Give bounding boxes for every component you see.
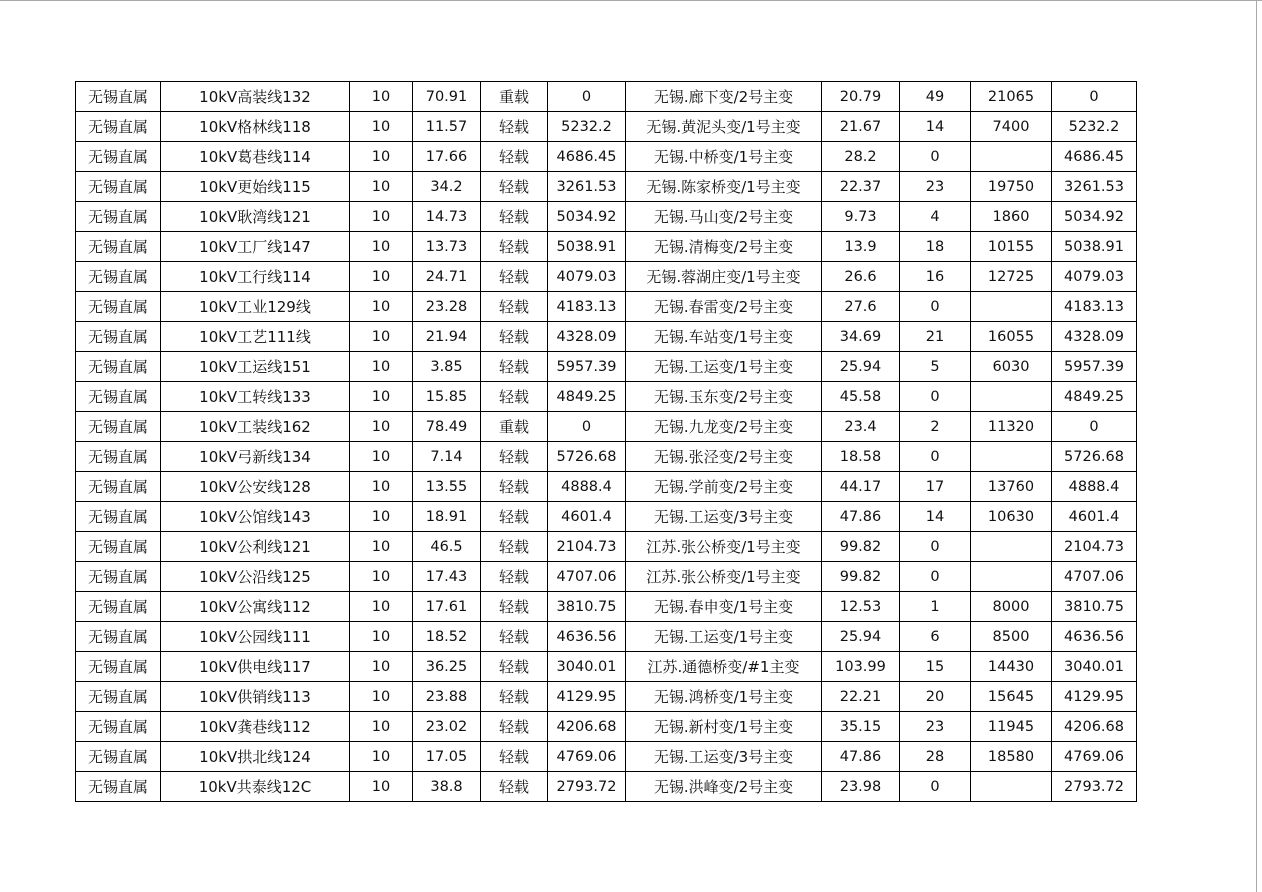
remaining-capacity-cell: 4769.06 — [1052, 742, 1137, 772]
installed-capacity-cell: 10630 — [971, 502, 1052, 532]
table-row — [76, 502, 1137, 532]
available-capacity-cell: 4183.13 — [548, 292, 626, 322]
remaining-capacity-cell: 5038.91 — [1052, 232, 1137, 262]
available-capacity-cell: 4206.68 — [548, 712, 626, 742]
user-count-cell: 23 — [900, 712, 971, 742]
table-row — [76, 232, 1137, 262]
transformer-load-rate-cell: 25.94 — [822, 352, 900, 382]
table-row — [76, 652, 1137, 682]
transformer-load-rate-cell: 26.6 — [822, 262, 900, 292]
installed-capacity-cell: 10155 — [971, 232, 1052, 262]
remaining-capacity-cell: 4888.4 — [1052, 472, 1137, 502]
page-right-border — [1256, 0, 1257, 892]
load-status-cell: 轻载 — [481, 172, 548, 202]
load-rate-cell: 23.88 — [413, 682, 481, 712]
feeder-load-table — [75, 81, 1137, 802]
main-transformer-cell: 无锡.工运变/1号主变 — [626, 352, 822, 382]
remaining-capacity-cell: 5232.2 — [1052, 112, 1137, 142]
voltage-cell: 10 — [350, 142, 413, 172]
voltage-cell: 10 — [350, 532, 413, 562]
remaining-capacity-cell: 4686.45 — [1052, 142, 1137, 172]
main-transformer-cell: 无锡.陈家桥变/1号主变 — [626, 172, 822, 202]
load-rate-cell: 13.55 — [413, 472, 481, 502]
main-transformer-cell: 无锡.工运变/3号主变 — [626, 742, 822, 772]
transformer-load-rate-cell: 13.9 — [822, 232, 900, 262]
available-capacity-cell: 5232.2 — [548, 112, 626, 142]
remaining-capacity-cell: 0 — [1052, 412, 1137, 442]
transformer-load-rate-cell: 99.82 — [822, 532, 900, 562]
user-count-cell: 0 — [900, 562, 971, 592]
user-count-cell: 20 — [900, 682, 971, 712]
installed-capacity-cell: 6030 — [971, 352, 1052, 382]
load-rate-cell: 17.66 — [413, 142, 481, 172]
installed-capacity-cell — [971, 562, 1052, 592]
installed-capacity-cell — [971, 292, 1052, 322]
line-name-cell: 10kV格林线118 — [161, 112, 350, 142]
voltage-cell: 10 — [350, 292, 413, 322]
load-status-cell: 轻载 — [481, 562, 548, 592]
unit-cell: 无锡直属 — [76, 172, 161, 202]
installed-capacity-cell: 1860 — [971, 202, 1052, 232]
table-row — [76, 742, 1137, 772]
remaining-capacity-cell: 3261.53 — [1052, 172, 1137, 202]
unit-cell: 无锡直属 — [76, 682, 161, 712]
voltage-cell: 10 — [350, 562, 413, 592]
load-rate-cell: 7.14 — [413, 442, 481, 472]
page-top-border — [0, 0, 1262, 1]
unit-cell: 无锡直属 — [76, 352, 161, 382]
load-rate-cell: 17.61 — [413, 592, 481, 622]
remaining-capacity-cell: 3810.75 — [1052, 592, 1137, 622]
table-row — [76, 142, 1137, 172]
load-status-cell: 轻载 — [481, 772, 548, 802]
load-rate-cell: 46.5 — [413, 532, 481, 562]
main-transformer-cell: 无锡.玉东变/2号主变 — [626, 382, 822, 412]
installed-capacity-cell: 14430 — [971, 652, 1052, 682]
table-row — [76, 772, 1137, 802]
available-capacity-cell: 4601.4 — [548, 502, 626, 532]
table-row — [76, 442, 1137, 472]
voltage-cell: 10 — [350, 172, 413, 202]
user-count-cell: 17 — [900, 472, 971, 502]
transformer-load-rate-cell: 99.82 — [822, 562, 900, 592]
user-count-cell: 28 — [900, 742, 971, 772]
available-capacity-cell: 3261.53 — [548, 172, 626, 202]
load-rate-cell: 36.25 — [413, 652, 481, 682]
load-rate-cell: 3.85 — [413, 352, 481, 382]
installed-capacity-cell — [971, 382, 1052, 412]
unit-cell: 无锡直属 — [76, 532, 161, 562]
unit-cell: 无锡直属 — [76, 202, 161, 232]
unit-cell: 无锡直属 — [76, 292, 161, 322]
available-capacity-cell: 5038.91 — [548, 232, 626, 262]
transformer-load-rate-cell: 28.2 — [822, 142, 900, 172]
available-capacity-cell: 2104.73 — [548, 532, 626, 562]
voltage-cell: 10 — [350, 112, 413, 142]
main-transformer-cell: 无锡.车站变/1号主变 — [626, 322, 822, 352]
voltage-cell: 10 — [350, 202, 413, 232]
voltage-cell: 10 — [350, 412, 413, 442]
transformer-load-rate-cell: 22.21 — [822, 682, 900, 712]
unit-cell: 无锡直属 — [76, 112, 161, 142]
load-rate-cell: 21.94 — [413, 322, 481, 352]
voltage-cell: 10 — [350, 472, 413, 502]
line-name-cell: 10kV公安线128 — [161, 472, 350, 502]
transformer-load-rate-cell: 23.98 — [822, 772, 900, 802]
available-capacity-cell: 4686.45 — [548, 142, 626, 172]
load-rate-cell: 38.8 — [413, 772, 481, 802]
main-transformer-cell: 无锡.新村变/1号主变 — [626, 712, 822, 742]
table-row — [76, 172, 1137, 202]
unit-cell: 无锡直属 — [76, 382, 161, 412]
line-name-cell: 10kV高装线132 — [161, 82, 350, 112]
unit-cell: 无锡直属 — [76, 412, 161, 442]
table-row — [76, 622, 1137, 652]
load-status-cell: 轻载 — [481, 712, 548, 742]
line-name-cell: 10kV耿湾线121 — [161, 202, 350, 232]
load-rate-cell: 78.49 — [413, 412, 481, 442]
main-transformer-cell: 无锡.张泾变/2号主变 — [626, 442, 822, 472]
unit-cell: 无锡直属 — [76, 502, 161, 532]
remaining-capacity-cell: 5726.68 — [1052, 442, 1137, 472]
unit-cell: 无锡直属 — [76, 442, 161, 472]
line-name-cell: 10kV共泰线12C — [161, 772, 350, 802]
load-status-cell: 轻载 — [481, 322, 548, 352]
voltage-cell: 10 — [350, 652, 413, 682]
transformer-load-rate-cell: 21.67 — [822, 112, 900, 142]
voltage-cell: 10 — [350, 382, 413, 412]
table-row — [76, 562, 1137, 592]
installed-capacity-cell: 15645 — [971, 682, 1052, 712]
voltage-cell: 10 — [350, 232, 413, 262]
load-status-cell: 轻载 — [481, 442, 548, 472]
remaining-capacity-cell: 4206.68 — [1052, 712, 1137, 742]
transformer-load-rate-cell: 27.6 — [822, 292, 900, 322]
unit-cell: 无锡直属 — [76, 322, 161, 352]
remaining-capacity-cell: 4183.13 — [1052, 292, 1137, 322]
voltage-cell: 10 — [350, 712, 413, 742]
available-capacity-cell: 5034.92 — [548, 202, 626, 232]
user-count-cell: 49 — [900, 82, 971, 112]
installed-capacity-cell — [971, 442, 1052, 472]
remaining-capacity-cell: 4129.95 — [1052, 682, 1137, 712]
user-count-cell: 16 — [900, 262, 971, 292]
user-count-cell: 2 — [900, 412, 971, 442]
user-count-cell: 15 — [900, 652, 971, 682]
load-rate-cell: 11.57 — [413, 112, 481, 142]
load-status-cell: 轻载 — [481, 532, 548, 562]
load-status-cell: 轻载 — [481, 622, 548, 652]
main-transformer-cell: 无锡.鸿桥变/1号主变 — [626, 682, 822, 712]
voltage-cell: 10 — [350, 502, 413, 532]
transformer-load-rate-cell: 44.17 — [822, 472, 900, 502]
user-count-cell: 0 — [900, 442, 971, 472]
unit-cell: 无锡直属 — [76, 562, 161, 592]
remaining-capacity-cell: 4601.4 — [1052, 502, 1137, 532]
table-row — [76, 292, 1137, 322]
user-count-cell: 0 — [900, 292, 971, 322]
main-transformer-cell: 无锡.中桥变/1号主变 — [626, 142, 822, 172]
load-status-cell: 轻载 — [481, 382, 548, 412]
main-transformer-cell: 无锡.马山变/2号主变 — [626, 202, 822, 232]
remaining-capacity-cell: 4849.25 — [1052, 382, 1137, 412]
available-capacity-cell: 4849.25 — [548, 382, 626, 412]
user-count-cell: 0 — [900, 772, 971, 802]
available-capacity-cell: 3810.75 — [548, 592, 626, 622]
table-row — [76, 352, 1137, 382]
voltage-cell: 10 — [350, 262, 413, 292]
voltage-cell: 10 — [350, 592, 413, 622]
main-transformer-cell: 江苏.通德桥变/#1主变 — [626, 652, 822, 682]
remaining-capacity-cell: 0 — [1052, 82, 1137, 112]
main-transformer-cell: 无锡.工运变/3号主变 — [626, 502, 822, 532]
unit-cell: 无锡直属 — [76, 232, 161, 262]
available-capacity-cell: 0 — [548, 412, 626, 442]
line-name-cell: 10kV工运线151 — [161, 352, 350, 382]
transformer-load-rate-cell: 23.4 — [822, 412, 900, 442]
unit-cell: 无锡直属 — [76, 712, 161, 742]
load-status-cell: 轻载 — [481, 112, 548, 142]
user-count-cell: 18 — [900, 232, 971, 262]
transformer-load-rate-cell: 35.15 — [822, 712, 900, 742]
unit-cell: 无锡直属 — [76, 592, 161, 622]
load-status-cell: 轻载 — [481, 202, 548, 232]
table-row — [76, 82, 1137, 112]
main-transformer-cell: 无锡.黄泥头变/1号主变 — [626, 112, 822, 142]
load-rate-cell: 14.73 — [413, 202, 481, 232]
transformer-load-rate-cell: 22.37 — [822, 172, 900, 202]
load-rate-cell: 13.73 — [413, 232, 481, 262]
user-count-cell: 23 — [900, 172, 971, 202]
load-status-cell: 轻载 — [481, 292, 548, 322]
table-row — [76, 682, 1137, 712]
main-transformer-cell: 无锡.廊下变/2号主变 — [626, 82, 822, 112]
voltage-cell: 10 — [350, 322, 413, 352]
line-name-cell: 10kV龚巷线112 — [161, 712, 350, 742]
available-capacity-cell: 3040.01 — [548, 652, 626, 682]
table-row — [76, 592, 1137, 622]
available-capacity-cell: 5957.39 — [548, 352, 626, 382]
installed-capacity-cell: 16055 — [971, 322, 1052, 352]
transformer-load-rate-cell: 34.69 — [822, 322, 900, 352]
available-capacity-cell: 0 — [548, 82, 626, 112]
load-rate-cell: 18.52 — [413, 622, 481, 652]
line-name-cell: 10kV公寓线112 — [161, 592, 350, 622]
table-body — [76, 82, 1137, 802]
installed-capacity-cell — [971, 772, 1052, 802]
table-row — [76, 412, 1137, 442]
installed-capacity-cell: 7400 — [971, 112, 1052, 142]
load-status-cell: 重载 — [481, 82, 548, 112]
load-rate-cell: 17.05 — [413, 742, 481, 772]
transformer-load-rate-cell: 47.86 — [822, 742, 900, 772]
user-count-cell: 4 — [900, 202, 971, 232]
unit-cell: 无锡直属 — [76, 622, 161, 652]
line-name-cell: 10kV工行线114 — [161, 262, 350, 292]
voltage-cell: 10 — [350, 82, 413, 112]
transformer-load-rate-cell: 103.99 — [822, 652, 900, 682]
user-count-cell: 14 — [900, 112, 971, 142]
line-name-cell: 10kV供销线113 — [161, 682, 350, 712]
remaining-capacity-cell: 4707.06 — [1052, 562, 1137, 592]
remaining-capacity-cell: 4328.09 — [1052, 322, 1137, 352]
available-capacity-cell: 5726.68 — [548, 442, 626, 472]
line-name-cell: 10kV公园线111 — [161, 622, 350, 652]
remaining-capacity-cell: 5957.39 — [1052, 352, 1137, 382]
line-name-cell: 10kV拱北线124 — [161, 742, 350, 772]
load-status-cell: 轻载 — [481, 232, 548, 262]
available-capacity-cell: 4707.06 — [548, 562, 626, 592]
load-status-cell: 轻载 — [481, 352, 548, 382]
load-rate-cell: 70.91 — [413, 82, 481, 112]
load-status-cell: 轻载 — [481, 502, 548, 532]
installed-capacity-cell: 8500 — [971, 622, 1052, 652]
transformer-load-rate-cell: 45.58 — [822, 382, 900, 412]
user-count-cell: 14 — [900, 502, 971, 532]
line-name-cell: 10kV供电线117 — [161, 652, 350, 682]
installed-capacity-cell: 19750 — [971, 172, 1052, 202]
load-rate-cell: 23.02 — [413, 712, 481, 742]
installed-capacity-cell: 12725 — [971, 262, 1052, 292]
voltage-cell: 10 — [350, 742, 413, 772]
load-status-cell: 轻载 — [481, 142, 548, 172]
available-capacity-cell: 4328.09 — [548, 322, 626, 352]
remaining-capacity-cell: 5034.92 — [1052, 202, 1137, 232]
unit-cell: 无锡直属 — [76, 262, 161, 292]
main-transformer-cell: 江苏.张公桥变/1号主变 — [626, 532, 822, 562]
transformer-load-rate-cell: 18.58 — [822, 442, 900, 472]
table-row — [76, 262, 1137, 292]
available-capacity-cell: 4888.4 — [548, 472, 626, 502]
line-name-cell: 10kV更始线115 — [161, 172, 350, 202]
user-count-cell: 21 — [900, 322, 971, 352]
load-rate-cell: 34.2 — [413, 172, 481, 202]
load-status-cell: 轻载 — [481, 742, 548, 772]
table-row — [76, 322, 1137, 352]
line-name-cell: 10kV工装线162 — [161, 412, 350, 442]
unit-cell: 无锡直属 — [76, 772, 161, 802]
installed-capacity-cell — [971, 142, 1052, 172]
line-name-cell: 10kV工转线133 — [161, 382, 350, 412]
table-row — [76, 532, 1137, 562]
transformer-load-rate-cell: 20.79 — [822, 82, 900, 112]
table-row — [76, 202, 1137, 232]
line-name-cell: 10kV葛巷线114 — [161, 142, 350, 172]
main-transformer-cell: 无锡.春申变/1号主变 — [626, 592, 822, 622]
load-status-cell: 轻载 — [481, 472, 548, 502]
main-transformer-cell: 无锡.春雷变/2号主变 — [626, 292, 822, 322]
available-capacity-cell: 2793.72 — [548, 772, 626, 802]
load-status-cell: 轻载 — [481, 682, 548, 712]
unit-cell: 无锡直属 — [76, 142, 161, 172]
load-rate-cell: 18.91 — [413, 502, 481, 532]
voltage-cell: 10 — [350, 682, 413, 712]
user-count-cell: 5 — [900, 352, 971, 382]
load-status-cell: 轻载 — [481, 262, 548, 292]
load-status-cell: 轻载 — [481, 652, 548, 682]
load-rate-cell: 23.28 — [413, 292, 481, 322]
installed-capacity-cell: 11320 — [971, 412, 1052, 442]
unit-cell: 无锡直属 — [76, 82, 161, 112]
main-transformer-cell: 江苏.张公桥变/1号主变 — [626, 562, 822, 592]
installed-capacity-cell: 8000 — [971, 592, 1052, 622]
load-rate-cell: 17.43 — [413, 562, 481, 592]
remaining-capacity-cell: 2793.72 — [1052, 772, 1137, 802]
remaining-capacity-cell: 3040.01 — [1052, 652, 1137, 682]
transformer-load-rate-cell: 12.53 — [822, 592, 900, 622]
line-name-cell: 10kV弓新线134 — [161, 442, 350, 472]
main-transformer-cell: 无锡.学前变/2号主变 — [626, 472, 822, 502]
user-count-cell: 0 — [900, 142, 971, 172]
line-name-cell: 10kV工艺111线 — [161, 322, 350, 352]
voltage-cell: 10 — [350, 442, 413, 472]
unit-cell: 无锡直属 — [76, 472, 161, 502]
load-status-cell: 重载 — [481, 412, 548, 442]
main-transformer-cell: 无锡.工运变/1号主变 — [626, 622, 822, 652]
load-rate-cell: 24.71 — [413, 262, 481, 292]
transformer-load-rate-cell: 47.86 — [822, 502, 900, 532]
voltage-cell: 10 — [350, 352, 413, 382]
main-transformer-cell: 无锡.蓉湖庄变/1号主变 — [626, 262, 822, 292]
line-name-cell: 10kV公馆线143 — [161, 502, 350, 532]
line-name-cell: 10kV公利线121 — [161, 532, 350, 562]
voltage-cell: 10 — [350, 772, 413, 802]
installed-capacity-cell: 21065 — [971, 82, 1052, 112]
table-row — [76, 712, 1137, 742]
user-count-cell: 1 — [900, 592, 971, 622]
available-capacity-cell: 4129.95 — [548, 682, 626, 712]
available-capacity-cell: 4079.03 — [548, 262, 626, 292]
table-row — [76, 112, 1137, 142]
remaining-capacity-cell: 4636.56 — [1052, 622, 1137, 652]
remaining-capacity-cell: 4079.03 — [1052, 262, 1137, 292]
line-name-cell: 10kV公沿线125 — [161, 562, 350, 592]
installed-capacity-cell: 11945 — [971, 712, 1052, 742]
available-capacity-cell: 4636.56 — [548, 622, 626, 652]
main-transformer-cell: 无锡.九龙变/2号主变 — [626, 412, 822, 442]
transformer-load-rate-cell: 9.73 — [822, 202, 900, 232]
main-transformer-cell: 无锡.清梅变/2号主变 — [626, 232, 822, 262]
user-count-cell: 0 — [900, 382, 971, 412]
remaining-capacity-cell: 2104.73 — [1052, 532, 1137, 562]
user-count-cell: 0 — [900, 532, 971, 562]
line-name-cell: 10kV工厂线147 — [161, 232, 350, 262]
line-name-cell: 10kV工业129线 — [161, 292, 350, 322]
installed-capacity-cell: 18580 — [971, 742, 1052, 772]
load-status-cell: 轻载 — [481, 592, 548, 622]
main-transformer-cell: 无锡.洪峰变/2号主变 — [626, 772, 822, 802]
installed-capacity-cell: 13760 — [971, 472, 1052, 502]
unit-cell: 无锡直属 — [76, 742, 161, 772]
installed-capacity-cell — [971, 532, 1052, 562]
user-count-cell: 6 — [900, 622, 971, 652]
load-rate-cell: 15.85 — [413, 382, 481, 412]
transformer-load-rate-cell: 25.94 — [822, 622, 900, 652]
table-row — [76, 382, 1137, 412]
available-capacity-cell: 4769.06 — [548, 742, 626, 772]
voltage-cell: 10 — [350, 622, 413, 652]
unit-cell: 无锡直属 — [76, 652, 161, 682]
table-row — [76, 472, 1137, 502]
